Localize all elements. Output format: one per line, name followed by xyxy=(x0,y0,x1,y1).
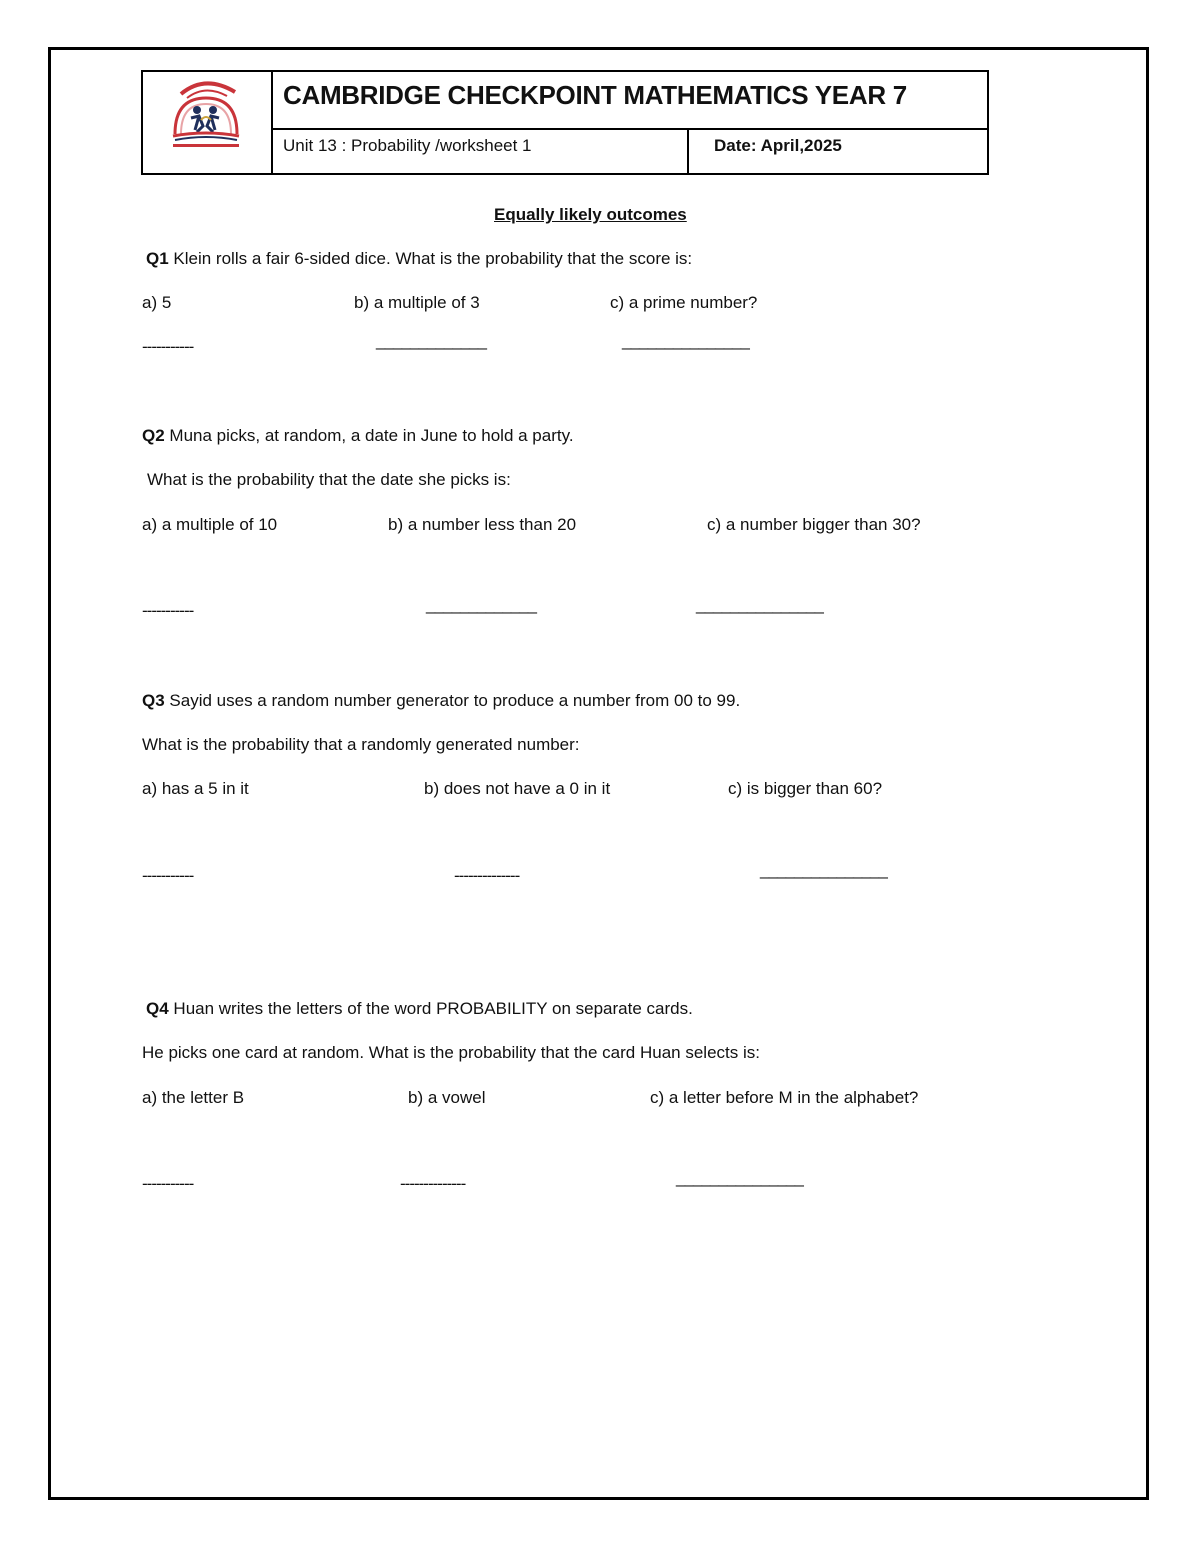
q3-option-a: a) has a 5 in it xyxy=(142,779,249,798)
q3-option-c: c) is bigger than 60? xyxy=(728,779,883,798)
q2-answer-blank-a[interactable]: ----------- xyxy=(142,601,194,620)
q2-text: Muna picks, at random, a date in June to hold a party. xyxy=(164,426,574,445)
q3-text: Sayid uses a random number generator to produce a number from 00 to 99. xyxy=(164,691,741,710)
q3-option-b: b) does not have a 0 in it xyxy=(424,779,611,798)
q1-question xyxy=(146,249,692,269)
q4-answer-blank-a[interactable]: ----------- xyxy=(142,1174,194,1193)
date-cell xyxy=(689,130,987,173)
q3-answer-blank-c[interactable]: _______________ xyxy=(760,860,887,879)
q2-answer-blank-c[interactable]: _______________ xyxy=(696,595,823,614)
q2-option-b: b) a number less than 20 xyxy=(388,515,577,534)
q4-prompt: He picks one card at random. What is the probability that the card Huan selects is: xyxy=(142,1043,760,1062)
q4-option-a: a) the letter B xyxy=(142,1088,245,1107)
school-logo xyxy=(143,72,269,169)
q3-number: Q3 xyxy=(142,691,165,710)
q1-answer-blank-a[interactable]: ----------- xyxy=(142,337,194,356)
title-cell xyxy=(273,72,987,130)
q3-question xyxy=(142,691,740,711)
q3-answer-blank-b[interactable]: -------------- xyxy=(454,866,520,885)
q2-prompt: What is the probability that the date she picks is: xyxy=(147,470,511,489)
unit-cell xyxy=(273,130,689,173)
q1-option-c: c) a prime number? xyxy=(610,293,758,312)
q4-answer-blank-c[interactable]: _______________ xyxy=(676,1168,803,1187)
q4-text: Huan writes the letters of the word PROBABILITY on separate cards. xyxy=(168,999,693,1018)
date-label: Date: April,2025 xyxy=(714,136,842,155)
q2-number: Q2 xyxy=(142,426,165,445)
q1-answer-blank-c[interactable]: _______________ xyxy=(622,331,749,350)
q1-text: Klein rolls a fair 6-sided dice. What is the probability that the score is: xyxy=(168,249,693,268)
header-table xyxy=(141,70,989,175)
worksheet-title: CAMBRIDGE CHECKPOINT MATHEMATICS YEAR 7 xyxy=(283,80,907,110)
section-heading: Equally likely outcomes xyxy=(494,205,687,224)
logo-cell xyxy=(143,72,273,173)
q1-option-b: b) a multiple of 3 xyxy=(354,293,480,312)
q1-number: Q1 xyxy=(146,249,169,268)
q2-answer-blank-b[interactable]: _____________ xyxy=(426,595,536,614)
q1-answer-blank-b[interactable]: _____________ xyxy=(376,331,486,350)
q2-option-a: a) a multiple of 10 xyxy=(142,515,278,534)
q4-answer-blank-b[interactable]: -------------- xyxy=(400,1174,466,1193)
q4-option-b: b) a vowel xyxy=(408,1088,486,1107)
q2-question xyxy=(142,426,574,446)
q4-option-c: c) a letter before M in the alphabet? xyxy=(650,1088,919,1107)
q1-option-a: a) 5 xyxy=(142,293,172,312)
q3-answer-blank-a[interactable]: ----------- xyxy=(142,866,194,885)
q4-number: Q4 xyxy=(146,999,169,1018)
unit-label: Unit 13 : Probability /worksheet 1 xyxy=(283,136,532,155)
q4-question xyxy=(146,999,693,1019)
q2-option-c: c) a number bigger than 30? xyxy=(707,515,921,534)
q3-prompt: What is the probability that a randomly generated number: xyxy=(142,735,580,754)
